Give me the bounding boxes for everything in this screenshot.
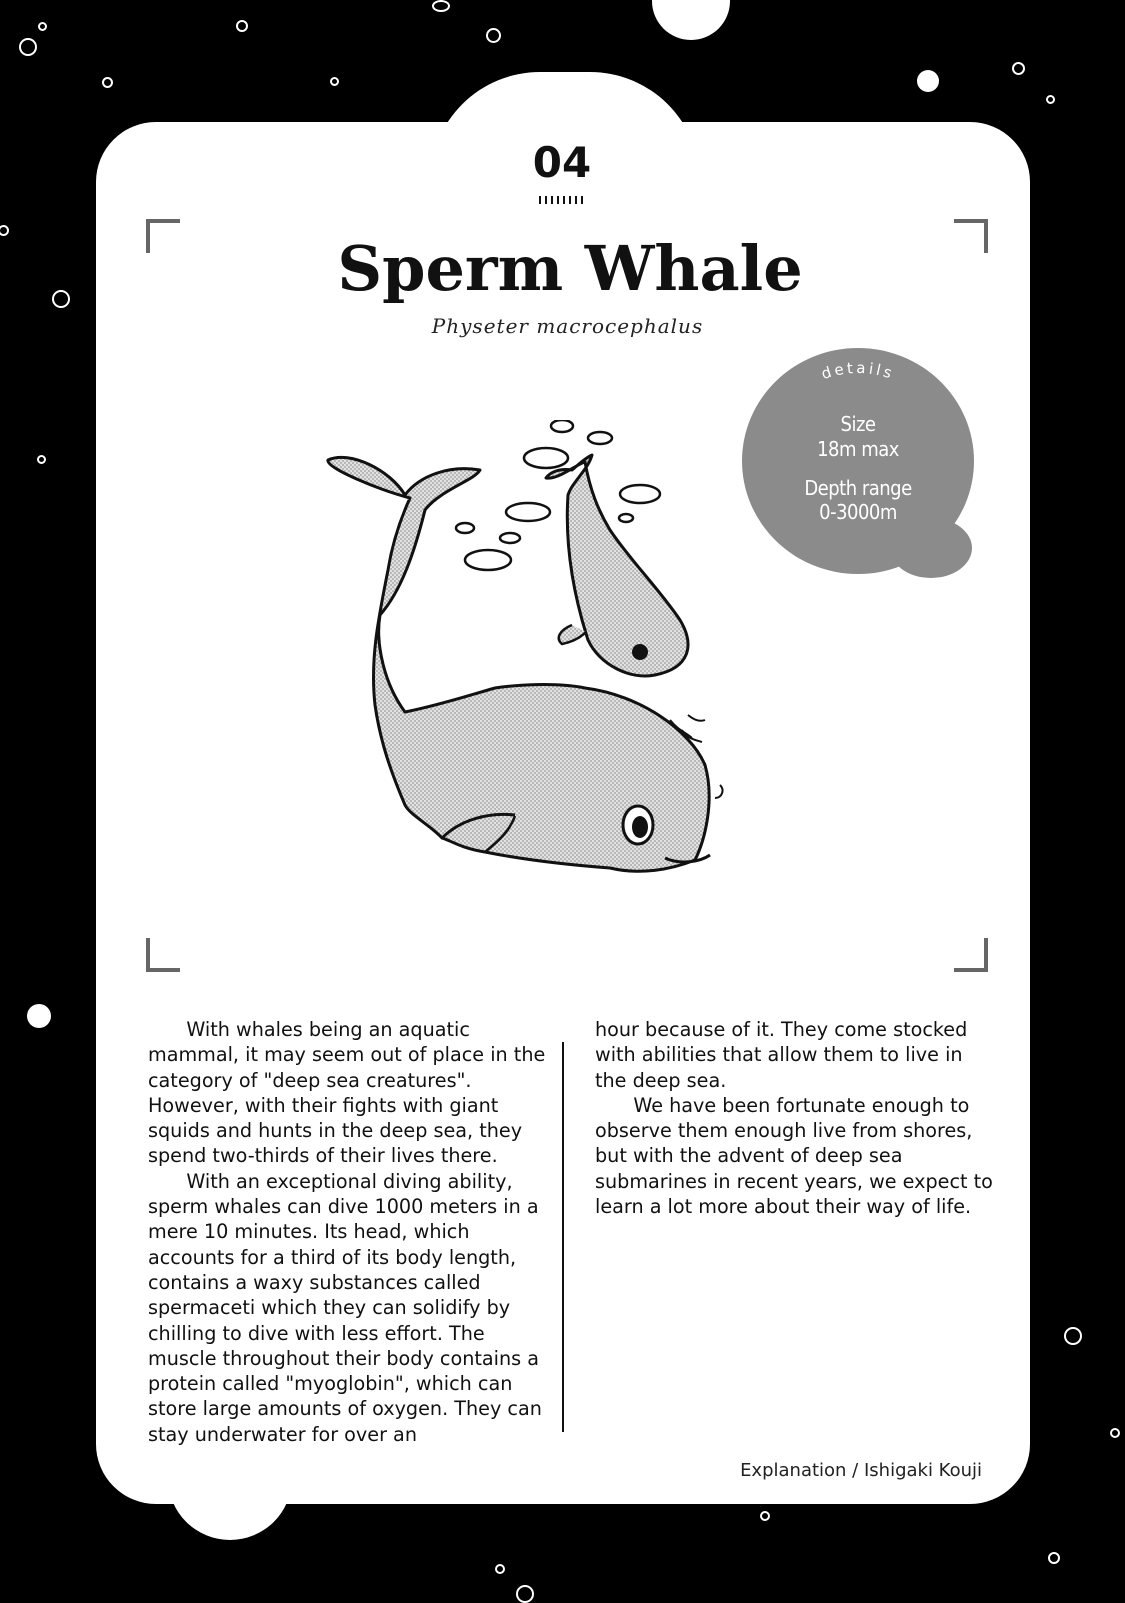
- bubble-icon: [38, 22, 47, 31]
- frame-corner-bottom-right: [954, 938, 988, 972]
- bubble-icon: [1064, 1327, 1082, 1345]
- bubble-icon: [27, 1004, 51, 1028]
- column-divider: [562, 1042, 564, 1432]
- bubble-icon: [486, 28, 501, 43]
- bubble-icon: [1110, 1428, 1120, 1438]
- details-heading-text: details: [819, 358, 897, 383]
- bubble-icon: [652, 0, 730, 40]
- depth-label: Depth range: [804, 476, 912, 500]
- bubble-icon: [495, 1564, 505, 1574]
- bubble-icon: [917, 70, 939, 92]
- bubble-icon: [1012, 62, 1025, 75]
- bubble-icon: [236, 20, 248, 32]
- author-credit: Explanation / Ishigaki Kouji: [740, 1460, 982, 1481]
- frame-corner-bottom-left: [146, 938, 180, 972]
- svg-text:details: [819, 359, 897, 383]
- air-bubbles-icon: [456, 420, 660, 570]
- bubble-icon: [330, 77, 339, 86]
- issue-number: 04: [532, 138, 592, 187]
- species-common-name: Sperm Whale: [337, 232, 803, 305]
- bubble-icon: [516, 1585, 534, 1603]
- card-footer-tab: [168, 1440, 292, 1540]
- bubble-icon: [102, 77, 113, 88]
- bubble-icon: [432, 0, 450, 12]
- calf-whale-icon: [546, 455, 688, 676]
- article-column-right: hour because of it. They come stocked with abilities that allow them to live in the deep sea. We have been fortunate enough to observe them enough live from shores, but with the advent of deep sea submarines in recent years, we expect to learn a lot more about their way of life.: [595, 1018, 993, 1219]
- bubble-icon: [1048, 1552, 1060, 1564]
- article-column-left: With whales being an aquatic mammal, it may seem out of place in the category of "deep sea creatures". However, with their fights with giant squids and hunts in the deep sea, they spend two-thirds of their lives there. With an exceptional diving ability, sperm whales can dive 1000 meters in a mere 10 minutes. Its head, which accounts for a third of its body length, contains a waxy substances called spermaceti which they can solidify by chilling to dive with less effort. The muscle throughout their body contains a protein called "myoglobin", which can store large amounts of oxygen. They can stay underwater for over an: [148, 1018, 546, 1446]
- issue-ticks: [538, 196, 586, 204]
- sperm-whale-illustration: [310, 420, 790, 900]
- size-label: Size: [840, 412, 876, 436]
- size-value: 18m max: [817, 437, 899, 461]
- species-scientific-name: Physeter macrocephalus: [431, 314, 704, 338]
- depth-value: 0-3000m: [819, 500, 897, 524]
- bubble-icon: [37, 455, 46, 464]
- bubble-icon: [19, 38, 37, 56]
- bubble-icon: [760, 1511, 770, 1521]
